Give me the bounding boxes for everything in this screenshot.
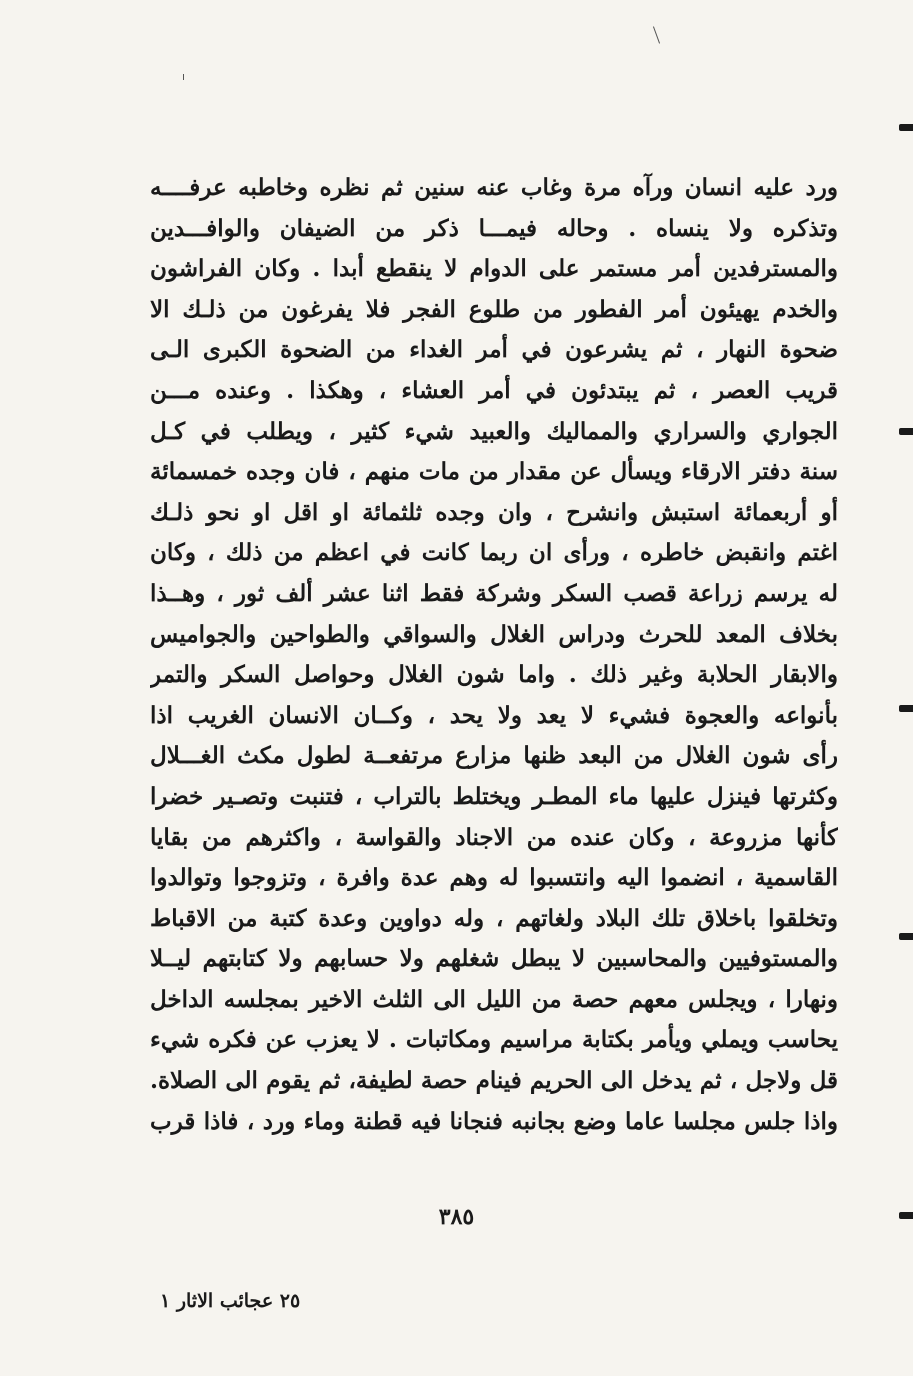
text-line: وتذكره ولا ينساه . وحاله فيمـــا ذكر من الضيفان والوافـــدين [150,214,838,242]
text-line: وتخلقوا باخلاق تلك البلاد ولغاتهم ، وله دواوين وعدة كتبة من الاقباط [150,904,838,932]
text-line: اغتم وانقبض خاطره ، ورأى ان ربما كانت في اعظم من ذلك ، وكان [150,539,838,567]
text-line: القاسمية ، انضموا اليه وانتسبوا له وهم عدة وافرة ، وتزوجوا وتوالدوا [150,864,838,892]
text-line: قريب العصر ، ثم يبتدئون في أمر العشاء ، وهكذا . وعنده مـــن [150,376,838,404]
text-line: وكثرتها فينزل عليها ماء المطـر ويختلط بالتراب ، فتنبت وتصـير خضرا [150,782,838,810]
text-line: والمستوفيين والمحاسبين لا يبطل شغلهم ولا حسابهم ولا كتابتهم ليــلا [150,945,838,973]
text-line: سنة دفتر الارقاء ويسأل عن مقدار من مات منهم ، فان وجده خمسمائة [150,458,838,486]
text-line: واذا جلس مجلسا عاما وضع بجانبه فنجانا فيه قطنة وماء ورد ، فاذا قرب [150,1107,838,1135]
page-number: ٣٨٥ [438,1204,475,1230]
text-line: الجواري والسراري والمماليك والعبيد شيء كثير ، ويطلب في كـل [150,417,838,445]
scan-speck [653,26,660,43]
text-line: بأنواعه والعجوة فشيء لا يعد ولا يحد ، وكــان الانسان الغريب اذا [150,701,838,729]
text-line: كأنها مزروعة ، وكان عنده من الاجناد والقواسة ، واكثرهم من بقايا [150,823,838,851]
page-edge-mark [899,124,913,131]
text-line: قل ولاجل ، ثم يدخل الى الحريم فينام حصة لطيفة، ثم يقوم الى الصلاة. [150,1067,838,1095]
text-line: يحاسب ويملي ويأمر بكتابة مراسيم ومكاتبات . لا يعزب عن فكره شيء [150,1026,838,1054]
text-line: والابقار الحلابة وغير ذلك . واما شون الغلال وحواصل السكر والتمر [150,661,838,689]
page-edge-mark [899,933,913,940]
text-line: ونهارا ، ويجلس معهم حصة من الليل الى الثلث الاخير بمجلسه الداخل [150,985,838,1013]
scan-speck [183,74,184,80]
text-line: بخلاف المعد للحرث ودراس الغلال والسواقي والطواحين والجواميس [150,620,838,648]
text-line: له يرسم زراعة قصب السكر وشركة فقط اثنا عشر ألف ثور ، وهــذا [150,579,838,607]
text-line: رأى شون الغلال من البعد ظنها مزارع مرتفعــة لطول مكث الغـــلال [150,742,838,770]
printer-signature: ٢٥ عجائب الاثار ١ [160,1290,301,1312]
page-edge-mark [899,428,913,435]
text-line: أو أربعمائة استبش وانشرح ، وان وجده ثلثمائة او اقل او نحو ذلـك [150,498,838,526]
text-line: والخدم يهيئون أمر الفطور من طلوع الفجر فلا يفرغون من ذلـك الا [150,295,838,323]
text-line: ورد عليه انسان ورآه مرة وغاب عنه سنين ثم نظره وخاطبه عرفــــه [150,174,838,201]
text-line: والمسترفدين أمر مستمر على الدوام لا ينقطع أبدا . وكان الفراشون [150,255,838,283]
body-text [150,168,838,1142]
text-line: ضحوة النهار ، ثم يشرعون في أمر الغداء من الضحوة الكبرى الـى [150,336,838,364]
page-edge-mark [899,705,913,712]
